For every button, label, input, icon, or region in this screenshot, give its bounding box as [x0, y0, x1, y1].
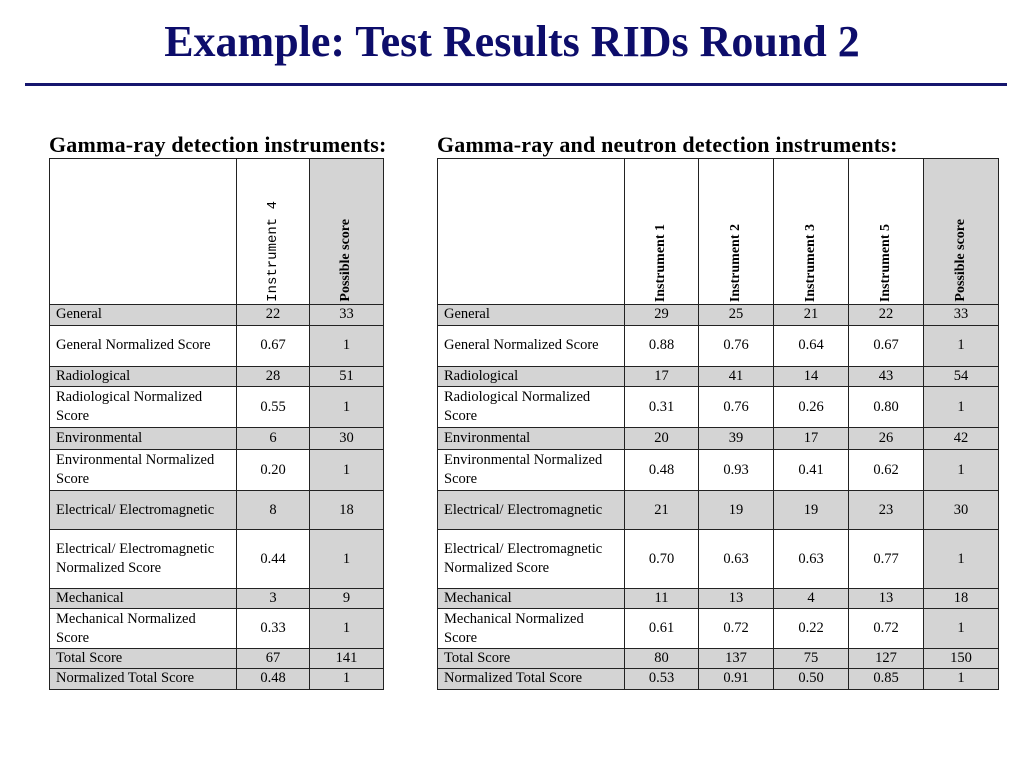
slide-title: Example: Test Results RIDs Round 2	[164, 17, 860, 66]
row-label: Mechanical	[50, 589, 237, 609]
row-label: Radiological Normalized Score	[438, 387, 625, 428]
cell-value: 0.70	[625, 530, 699, 589]
table-row	[438, 326, 999, 367]
cell-value: 0.88	[625, 326, 699, 367]
cell-value: 0.93	[699, 450, 774, 491]
cell-value: 39	[699, 428, 774, 450]
row-label: Normalized Total Score	[438, 669, 625, 689]
table-row	[438, 491, 999, 530]
row-label: Radiological	[50, 367, 237, 387]
cell-value: 0.77	[849, 530, 924, 589]
cell-value: 141	[310, 649, 384, 669]
cell-value: 1	[310, 530, 384, 589]
cell-value: 0.41	[774, 450, 849, 491]
row-label: Electrical/ Electromagnetic Normalized Score	[50, 530, 237, 589]
gamma-header-possible-score	[310, 159, 384, 305]
cell-value: 9	[310, 589, 384, 609]
cell-value: 0.80	[849, 387, 924, 428]
row-label: General	[50, 305, 237, 326]
neutron-header-instrument-1	[625, 159, 699, 305]
cell-value: 25	[699, 305, 774, 326]
row-label: General	[438, 305, 625, 326]
neutron-header-instrument-2	[699, 159, 774, 305]
table-row	[438, 387, 999, 428]
cell-value: 1	[310, 609, 384, 649]
cell-value: 1	[924, 669, 999, 689]
cell-value: 13	[699, 589, 774, 609]
table-row	[50, 530, 384, 589]
cell-value: 42	[924, 428, 999, 450]
cell-value: 8	[237, 491, 310, 530]
cell-value: 150	[924, 649, 999, 669]
row-label: General Normalized Score	[50, 326, 237, 367]
column-header-label: Instrument 2	[727, 223, 743, 302]
cell-value: 0.72	[849, 609, 924, 649]
cell-value: 18	[924, 589, 999, 609]
table-row	[50, 428, 384, 450]
cell-value: 0.67	[849, 326, 924, 367]
cell-value: 0.22	[774, 609, 849, 649]
neutron-header-corner	[438, 159, 625, 305]
cell-value: 3	[237, 589, 310, 609]
cell-value: 1	[924, 387, 999, 428]
table-row	[50, 649, 384, 669]
cell-value: 0.63	[774, 530, 849, 589]
cell-value: 0.50	[774, 669, 849, 689]
row-label: Electrical/ Electromagnetic	[50, 491, 237, 530]
column-header-label: Instrument 1	[653, 223, 669, 302]
row-label: Environmental	[50, 428, 237, 450]
cell-value: 0.44	[237, 530, 310, 589]
cell-value: 13	[849, 589, 924, 609]
neutron-header-row	[438, 159, 999, 305]
cell-value: 29	[625, 305, 699, 326]
cell-value: 30	[310, 428, 384, 450]
neutron-table-title: Gamma-ray and neutron detection instruments:	[437, 132, 898, 157]
cell-value: 1	[924, 609, 999, 649]
cell-value: 18	[310, 491, 384, 530]
table-row	[50, 609, 384, 649]
cell-value: 17	[774, 428, 849, 450]
table-row	[50, 387, 384, 428]
cell-value: 1	[310, 669, 384, 689]
table-row	[50, 326, 384, 367]
cell-value: 4	[774, 589, 849, 609]
table-row	[50, 305, 384, 326]
table-row	[438, 305, 999, 326]
column-header-label: Instrument 4	[264, 201, 281, 302]
cell-value: 1	[924, 326, 999, 367]
row-label: Total Score	[50, 649, 237, 669]
row-label: Mechanical	[438, 589, 625, 609]
row-label: General Normalized Score	[438, 326, 625, 367]
cell-value: 0.91	[699, 669, 774, 689]
cell-value: 43	[849, 367, 924, 387]
cell-value: 0.67	[237, 326, 310, 367]
gamma-header-row	[50, 159, 384, 305]
row-label: Mechanical Normalized Score	[438, 609, 625, 649]
cell-value: 0.55	[237, 387, 310, 428]
cell-value: 54	[924, 367, 999, 387]
column-header-label: Possible score	[338, 219, 354, 302]
table-row	[438, 450, 999, 491]
row-label: Electrical/ Electromagnetic	[438, 491, 625, 530]
cell-value: 0.76	[699, 387, 774, 428]
gamma-table-title: Gamma-ray detection instruments:	[49, 132, 387, 157]
cell-value: 26	[849, 428, 924, 450]
cell-value: 21	[625, 491, 699, 530]
row-label: Environmental	[438, 428, 625, 450]
cell-value: 137	[699, 649, 774, 669]
row-label: Total Score	[438, 649, 625, 669]
cell-value: 0.76	[699, 326, 774, 367]
gamma-panel	[49, 131, 387, 690]
title-divider	[25, 83, 1007, 86]
cell-value: 19	[699, 491, 774, 530]
cell-value: 1	[310, 387, 384, 428]
neutron-panel	[437, 131, 999, 690]
column-header-label: Instrument 3	[802, 223, 818, 302]
cell-value: 0.63	[699, 530, 774, 589]
row-label: Environmental Normalized Score	[50, 450, 237, 491]
cell-value: 28	[237, 367, 310, 387]
row-label: Radiological Normalized Score	[50, 387, 237, 428]
table-row	[438, 669, 999, 689]
cell-value: 127	[849, 649, 924, 669]
cell-value: 33	[924, 305, 999, 326]
cell-value: 1	[924, 450, 999, 491]
cell-value: 1	[310, 450, 384, 491]
cell-value: 23	[849, 491, 924, 530]
row-label: Radiological	[438, 367, 625, 387]
cell-value: 33	[310, 305, 384, 326]
cell-value: 30	[924, 491, 999, 530]
cell-value: 0.62	[849, 450, 924, 491]
table-row	[438, 367, 999, 387]
table-row	[50, 367, 384, 387]
cell-value: 17	[625, 367, 699, 387]
cell-value: 22	[849, 305, 924, 326]
table-row	[50, 669, 384, 689]
cell-value: 22	[237, 305, 310, 326]
cell-value: 41	[699, 367, 774, 387]
column-header-label: Possible score	[952, 219, 968, 302]
cell-value: 0.48	[625, 450, 699, 491]
cell-value: 11	[625, 589, 699, 609]
table-row	[50, 589, 384, 609]
cell-value: 1	[924, 530, 999, 589]
neutron-header-instrument-3	[774, 159, 849, 305]
table-row	[438, 530, 999, 589]
cell-value: 20	[625, 428, 699, 450]
cell-value: 0.31	[625, 387, 699, 428]
table-row	[438, 609, 999, 649]
cell-value: 67	[237, 649, 310, 669]
table-row	[438, 589, 999, 609]
cell-value: 0.72	[699, 609, 774, 649]
cell-value: 0.64	[774, 326, 849, 367]
cell-value: 0.26	[774, 387, 849, 428]
gamma-header-instrument-4	[237, 159, 310, 305]
cell-value: 21	[774, 305, 849, 326]
neutron-results-table	[437, 158, 999, 690]
row-label: Mechanical Normalized Score	[50, 609, 237, 649]
cell-value: 0.48	[237, 669, 310, 689]
row-label: Electrical/ Electromagnetic Normalized Score	[438, 530, 625, 589]
row-label: Environmental Normalized Score	[438, 450, 625, 491]
cell-value: 1	[310, 326, 384, 367]
cell-value: 0.61	[625, 609, 699, 649]
row-label: Normalized Total Score	[50, 669, 237, 689]
cell-value: 0.20	[237, 450, 310, 491]
cell-value: 75	[774, 649, 849, 669]
gamma-results-table	[49, 158, 384, 690]
neutron-header-possible-score	[924, 159, 999, 305]
cell-value: 0.33	[237, 609, 310, 649]
cell-value: 14	[774, 367, 849, 387]
table-row	[438, 428, 999, 450]
table-row	[50, 450, 384, 491]
cell-value: 19	[774, 491, 849, 530]
cell-value: 51	[310, 367, 384, 387]
column-header-label: Instrument 5	[877, 223, 893, 302]
table-row	[50, 491, 384, 530]
cell-value: 0.53	[625, 669, 699, 689]
cell-value: 6	[237, 428, 310, 450]
cell-value: 0.85	[849, 669, 924, 689]
neutron-header-instrument-5	[849, 159, 924, 305]
cell-value: 80	[625, 649, 699, 669]
table-row	[438, 649, 999, 669]
gamma-header-corner	[50, 159, 237, 305]
